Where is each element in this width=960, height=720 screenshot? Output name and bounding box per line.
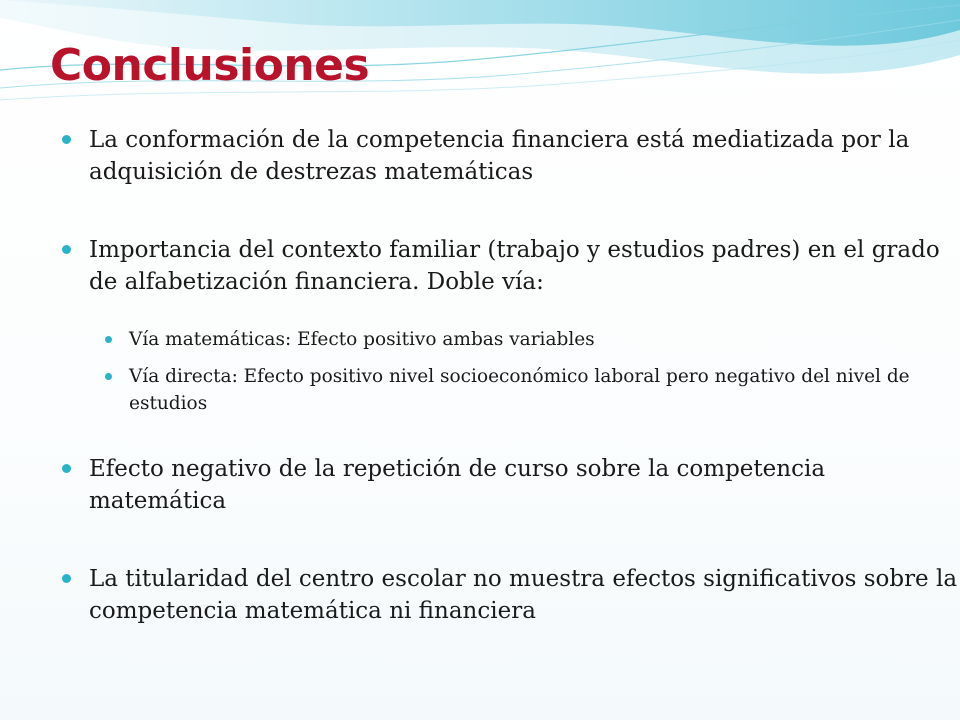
- sub-bullet-item: [102, 326, 960, 353]
- bullet-item: [62, 234, 960, 298]
- bullet-text: Efecto negativo de la repetición de curso sobre la competencia matemática: [89, 456, 826, 514]
- bullet-text: Importancia del contexto familiar (trabajo y estudios padres) en el grado de alfabetización financiera. Doble vía:: [89, 237, 940, 295]
- bullet-dot-icon: [62, 574, 71, 583]
- bullet-text: La titularidad del centro escolar no muestra efectos significativos sobre la competencia matemática ni financiera: [89, 566, 958, 624]
- sub-bullet-dot-icon: [105, 336, 112, 343]
- sub-bullet-dot-icon: [105, 373, 112, 380]
- bullet-dot-icon: [62, 245, 71, 254]
- bullet-list: [62, 124, 960, 627]
- sub-bullet-text: Vía matemáticas: Efecto positivo ambas variables: [129, 329, 595, 350]
- bullet-dot-icon: [62, 135, 71, 144]
- bullet-item: [62, 453, 960, 517]
- bullet-text: La conformación de la competencia financiera está mediatizada por la adquisición de destrezas matemáticas: [89, 127, 910, 185]
- sub-bullet-item: [102, 363, 960, 417]
- slide-title: Conclusiones: [50, 40, 370, 91]
- bullet-item: [62, 124, 960, 188]
- bullet-dot-icon: [62, 464, 71, 473]
- bullet-item: [62, 563, 960, 627]
- sub-bullet-text: Vía directa: Efecto positivo nivel socioeconómico laboral pero negativo del nivel de estudios: [129, 366, 910, 414]
